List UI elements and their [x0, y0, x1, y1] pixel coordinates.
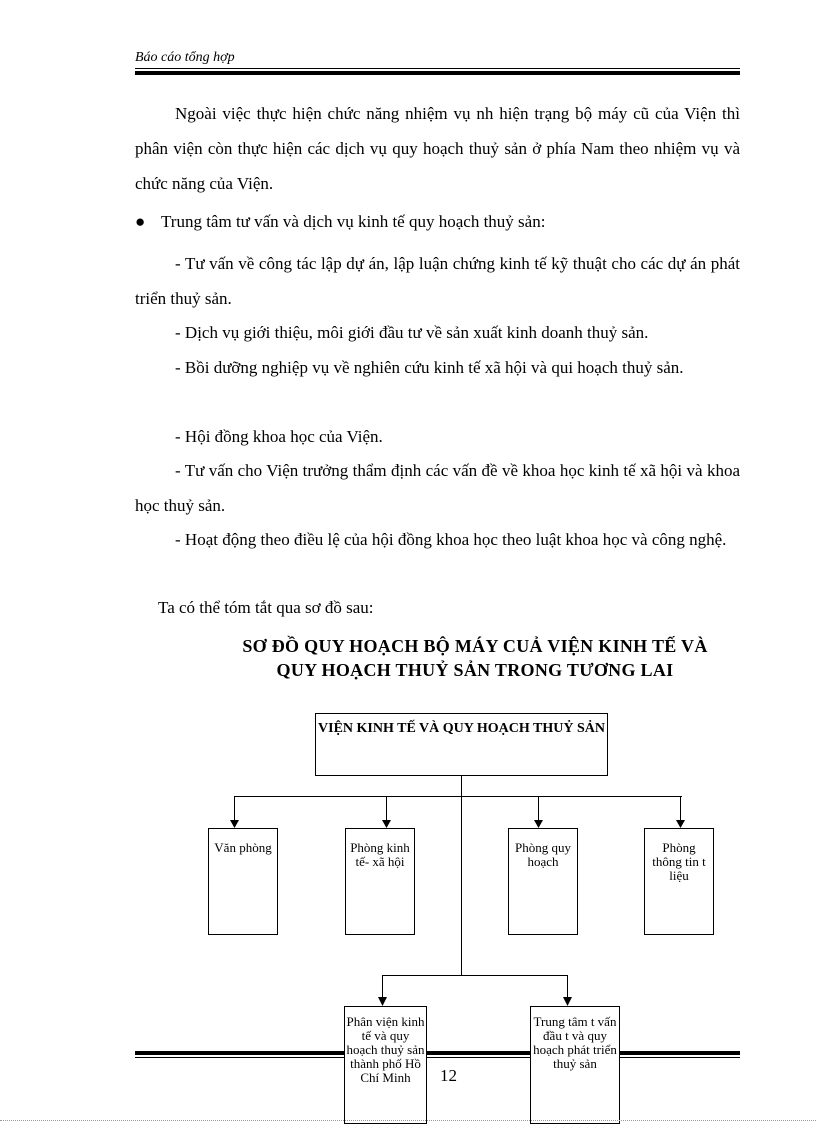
footer-rule-thin — [135, 1057, 740, 1058]
connector-horizontal-lower — [382, 975, 568, 976]
list-item: - Tư vấn cho Viện trưởng thẩm định các vấn đề về khoa học kinh tế xã hội và khoa học thuỷ sản. — [135, 461, 740, 515]
page-bottom-dotted-line — [0, 1120, 816, 1121]
header-title: Báo cáo tổng hợp — [135, 50, 235, 65]
list-item: - Bồi dưỡng nghiệp vụ về nghiên cứu kinh tế xã hội và qui hoạch thuỷ sản. — [175, 358, 684, 377]
diagram-title-line2: QUY HOẠCH THUỶ SẢN TRONG TƯƠNG LAI — [276, 660, 674, 680]
department-label: Văn phòng — [214, 840, 272, 855]
org-department-box — [345, 828, 415, 935]
org-root-box: VIỆN KINH TẾ VÀ QUY HOẠCH THUỶ SẢN — [315, 713, 608, 776]
org-branch-box: Trung tâm t vấn đầu t và quy hoạch phát triển thuỷ sản — [530, 1006, 620, 1124]
list-item: - Hoạt động theo điều lệ của hội đồng khoa học theo luật khoa học và công nghệ. — [175, 530, 727, 549]
footer-rule-thick — [135, 1051, 740, 1055]
department-label: Phòng thông tin t liệu — [652, 840, 706, 883]
list-item: - Dịch vụ giới thiệu, môi giới đầu tư về sản xuất kinh doanh thuỷ sản. — [175, 323, 649, 342]
org-department-box — [208, 828, 278, 935]
arrowhead-icon — [676, 820, 685, 828]
list-item: - Tư vấn về công tác lập dự án, lập luận chứng kinh tế kỹ thuật cho các dự án phát triển thuỷ sản. — [135, 254, 740, 308]
list-item: - Hội đồng khoa học của Viện. — [175, 427, 383, 446]
connector-drop — [382, 975, 383, 1000]
summary-text: Ta có thể tóm tắt qua sơ đồ sau: — [158, 598, 374, 617]
connector-drop — [567, 975, 568, 1000]
arrowhead-icon — [230, 820, 239, 828]
diagram-title-line1: SƠ ĐỒ QUY HOẠCH BỘ MÁY CUẢ VIỆN KINH TẾ VÀ — [242, 636, 708, 656]
bullet-text: Trung tâm tư vấn và dịch vụ kinh tế quy hoạch thuỷ sản: — [161, 212, 546, 231]
department-label: Phòng quy hoạch — [515, 840, 571, 869]
page-number: 12 — [440, 1066, 457, 1085]
department-label: Phòng kinh tế- xã hội — [350, 840, 410, 869]
org-department-box — [508, 828, 578, 935]
arrowhead-icon — [382, 820, 391, 828]
intro-paragraph: Ngoài việc thực hiện chức năng nhiệm vụ nh hiện trạng bộ máy cũ của Viện thì phân viện còn thực hiện các dịch vụ quy hoạch thuỷ sản ở phía Nam theo nhiệm vụ và chức năng của Viện. — [135, 104, 740, 193]
org-branch-box: Phân viện kinh tế và quy hoạch thuỷ sản thành phố Hồ Chí Minh — [344, 1006, 427, 1124]
arrowhead-icon — [534, 820, 543, 828]
org-department-box — [644, 828, 714, 935]
bullet-icon: ● — [135, 212, 146, 231]
